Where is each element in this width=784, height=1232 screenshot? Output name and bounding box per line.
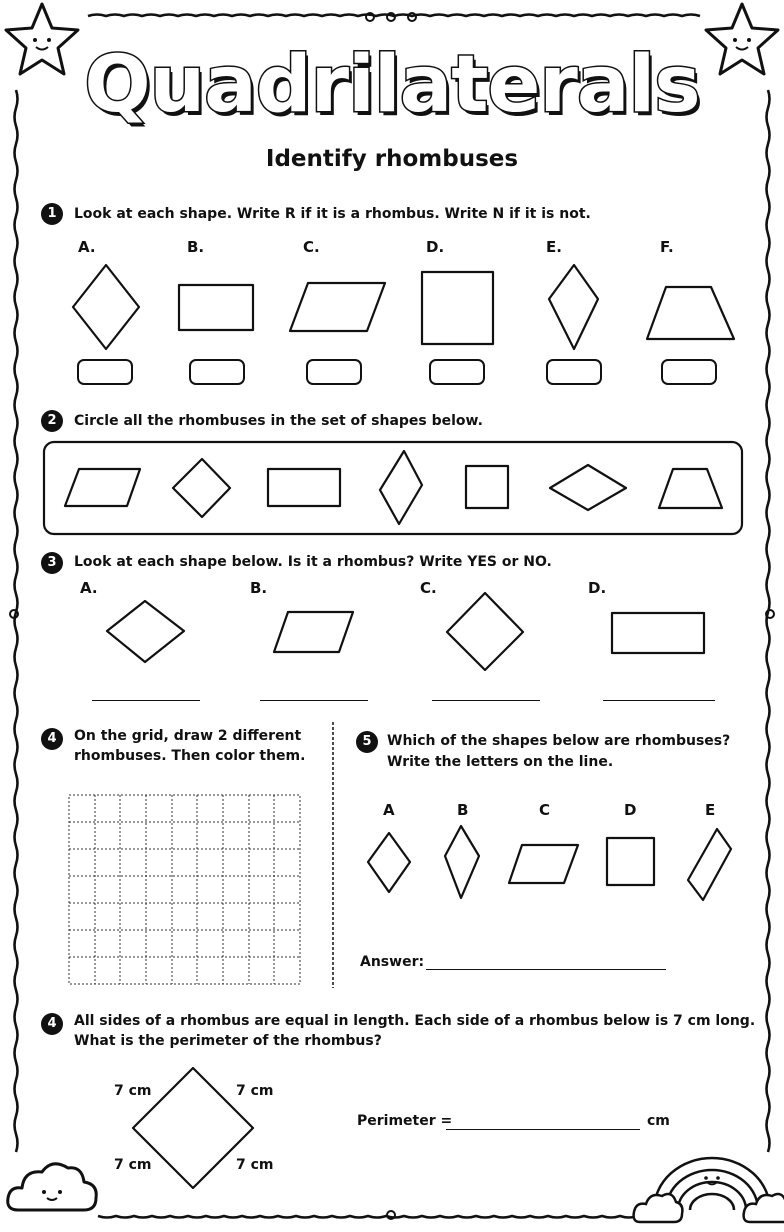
q1-letter-a: A. — [78, 238, 96, 256]
q3-letter-b: B. — [250, 579, 268, 597]
q3-shape-a-rhombus — [107, 601, 184, 662]
side-label-top-left: 7 cm — [114, 1083, 152, 1099]
q1-letter-d: D. — [426, 238, 445, 256]
q3-shape-c-square-rotated — [447, 593, 523, 670]
q5-letter-d: D — [624, 801, 637, 819]
q5-answer-label: Answer: — [360, 954, 425, 970]
q1-shape-b-rectangle — [179, 285, 253, 330]
q1-shape-d-square — [422, 272, 493, 344]
worksheet-subtitle: Identify rhombuses — [265, 146, 519, 172]
q5-shape-e-rhombus — [688, 829, 731, 900]
question-6-number: 4 — [41, 1013, 63, 1035]
q3-shape-d-rectangle — [612, 613, 704, 653]
q2-shape-rhombus-tall — [380, 451, 422, 524]
side-label-bottom-left: 7 cm — [114, 1157, 152, 1173]
question-3-number: 3 — [41, 552, 63, 574]
q5-shape-b-kite — [445, 826, 479, 898]
perimeter-unit: cm — [647, 1113, 670, 1129]
q5-shape-c-parallelogram — [509, 845, 578, 883]
perimeter-label: Perimeter = — [357, 1113, 453, 1129]
q5-shape-a-rhombus — [368, 833, 410, 892]
q3-letter-d: D. — [588, 579, 607, 597]
question-6-line-1: All sides of a rhombus are equal in length. Each side of a rhombus below is 7 cm long. — [74, 1013, 756, 1029]
q1-shape-c-parallelogram — [290, 283, 385, 331]
question-2-text: Circle all the rhombuses in the set of shapes below. — [74, 413, 483, 429]
q1-letter-f: F. — [660, 238, 674, 256]
perimeter-rhombus — [133, 1068, 253, 1188]
q2-shape-rhombus-wide — [550, 465, 626, 510]
q2-shape-rectangle — [268, 469, 340, 506]
q1-letter-c: C. — [303, 238, 320, 256]
question-5-line-1: Which of the shapes below are rhombuses? — [387, 733, 731, 749]
drawing-grid[interactable] — [69, 795, 300, 984]
question-6-line-2: What is the perimeter of the rhombus? — [74, 1033, 382, 1049]
q5-letter-a: A — [383, 801, 395, 819]
q5-letter-c: C — [539, 801, 551, 819]
worksheet-title: Quadrilaterals — [84, 40, 700, 130]
question-4-number: 4 — [41, 728, 63, 750]
question-1-number: 1 — [41, 203, 63, 225]
q1-letter-b: B. — [187, 238, 205, 256]
q2-shape-rhombus-1 — [173, 459, 230, 517]
q1-letter-e: E. — [546, 238, 562, 256]
question-1-text: Look at each shape. Write R if it is a rhombus. Write N if it is not. — [74, 206, 591, 222]
q2-shapes-box — [44, 442, 742, 534]
question-2-number: 2 — [41, 410, 63, 432]
question-4-line-1: On the grid, draw 2 different — [74, 728, 302, 744]
q1-shape-a-rhombus — [73, 265, 139, 349]
question-4-line-2: rhombuses. Then color them. — [74, 748, 306, 764]
q5-shape-d-square — [607, 838, 654, 885]
question-5-line-2: Write the letters on the line. — [387, 754, 614, 770]
q3-shape-b-parallelogram — [274, 612, 353, 652]
side-label-bottom-right: 7 cm — [236, 1157, 274, 1173]
q2-shape-parallelogram — [65, 469, 140, 506]
q2-shape-square — [466, 466, 508, 508]
side-label-top-right: 7 cm — [236, 1083, 274, 1099]
q5-letter-e: E — [705, 801, 716, 819]
q2-shape-trapezoid — [659, 469, 722, 508]
question-5-number: 5 — [356, 731, 378, 753]
q3-letter-c: C. — [420, 579, 437, 597]
q1-shape-e-kite — [549, 265, 598, 349]
q5-letter-b: B — [457, 801, 469, 819]
question-3-text: Look at each shape below. Is it a rhombus? Write YES or NO. — [74, 554, 552, 570]
q1-shape-f-trapezoid — [647, 287, 734, 339]
q3-letter-a: A. — [80, 579, 98, 597]
